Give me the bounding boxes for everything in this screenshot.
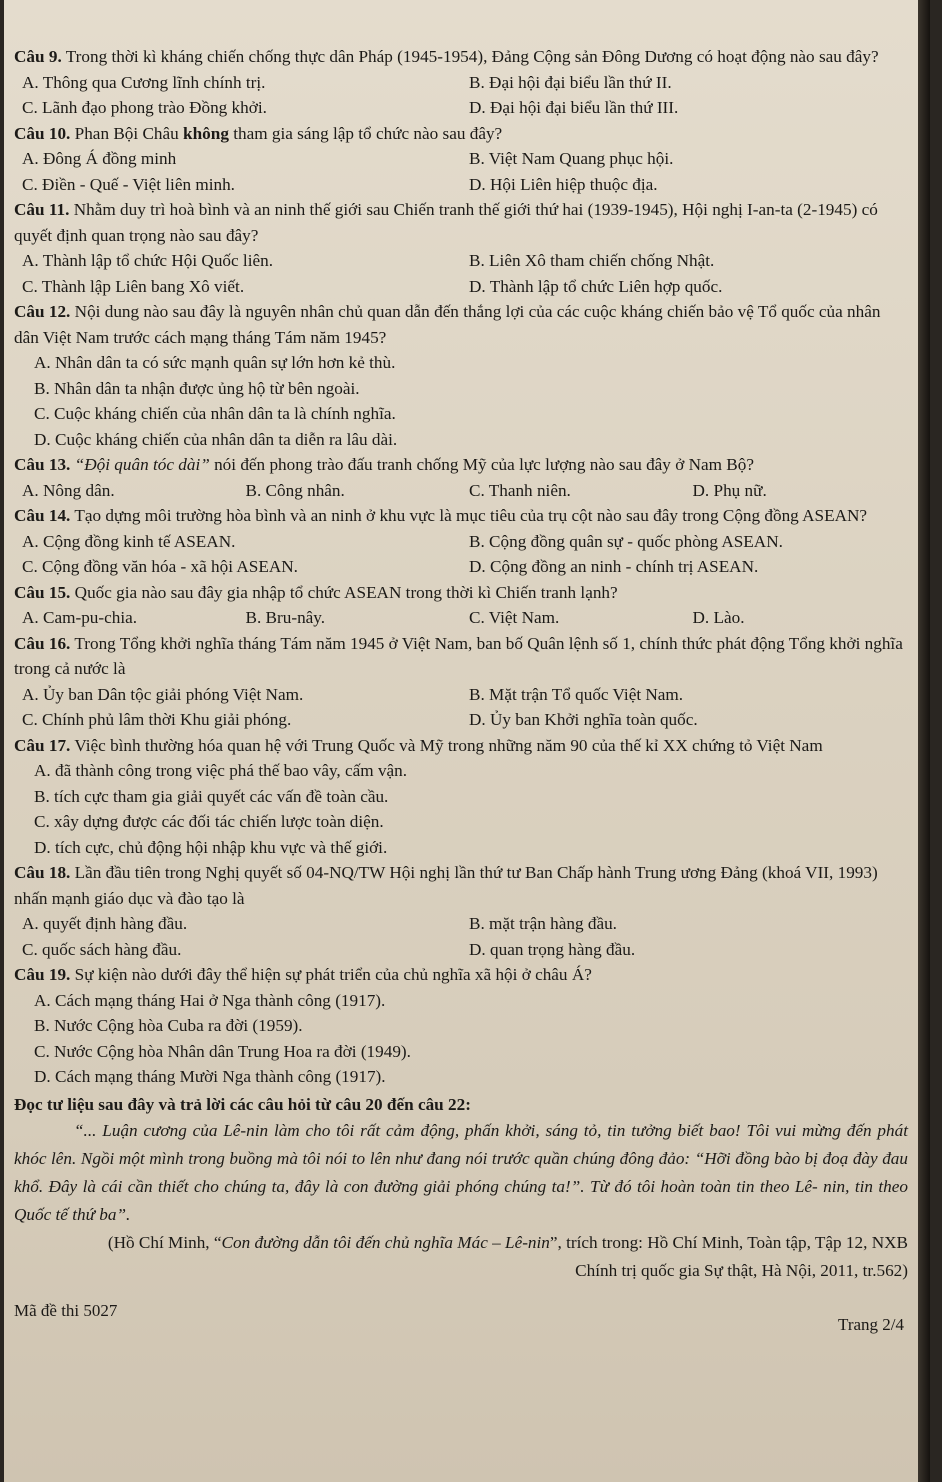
question-text: Câu 16. Trong Tổng khởi nghĩa tháng Tám năm 1945 ở Việt Nam, ban bố Quân lệnh số 1, chính thức phát động Tổng khởi nghĩa trong cả nước là	[14, 633, 903, 678]
option-a: A. đã thành công trong việc phá thế bao vây, cấm vận.	[34, 761, 408, 780]
question-14	[14, 503, 908, 580]
option-d: D. Cộng đồng an ninh - chính trị ASEAN.	[469, 557, 759, 576]
question-11	[14, 197, 908, 299]
option-d: D. Phụ nữ.	[692, 480, 767, 500]
question-15	[14, 580, 908, 631]
option-c: C. Nước Cộng hòa Nhân dân Trung Hoa ra đời (1949).	[34, 1041, 411, 1061]
question-text: Câu 18. Lần đầu tiên trong Nghị quyết số 04-NQ/TW Hội nghị lần thứ tư Ban Chấp hành Trung ương Đảng (khoá VII, 1993) nhấn mạnh giáo dục và đào tạo là	[14, 863, 878, 908]
question-text: Câu 13. “Đội quân tóc dài” nói đến phong trào đấu tranh chống Mỹ của lực lượng nào sau đây ở Nam Bộ?	[14, 455, 754, 474]
option-b: B. Mặt trận Tổ quốc Việt Nam.	[469, 684, 684, 704]
option-c: C. Thành lập Liên bang Xô viết.	[22, 276, 245, 296]
exam-code: Mã đề thi 5027	[14, 1300, 118, 1320]
exam-page	[4, 0, 930, 1482]
option-b: B. Nhân dân ta nhận được ủng hộ từ bên ngoài.	[34, 378, 360, 398]
option-c: C. Lãnh đạo phong trào Đồng khởi.	[22, 98, 267, 117]
option-d: D. Cách mạng tháng Mười Nga thành công (1917).	[34, 1067, 386, 1086]
question-text: Câu 12. Nội dung nào sau đây là nguyên nhân chủ quan dẫn đến thắng lợi của các cuộc kháng chiến bảo vệ Tổ quốc của nhân dân Việt Nam trước cách mạng tháng Tám năm 1945?	[14, 302, 881, 347]
passage-quote: “... Luận cương của Lê-nin làm cho tôi rất cảm động, phấn khởi, sáng tỏ, tin tưởng biết bao! Tôi vui mừng đến phát khóc lên. Ngồi một mình trong buồng mà tôi nói to lên như đang nói trước quần chúng đông đảo: “Hỡi đồng bào bị đoạ đày đau khổ. Đây là cái cần thiết cho chúng ta, đây là con đường giải phóng chúng ta!”. Từ đó tôi hoàn toàn tin theo Lê- nin, tin theo Quốc tế thứ ba”.	[14, 1120, 908, 1224]
option-c: C. Cộng đồng văn hóa - xã hội ASEAN.	[22, 557, 298, 576]
option-d: D. quan trọng hàng đầu.	[469, 939, 636, 959]
question-text: Câu 15. Quốc gia nào sau đây gia nhập tổ chức ASEAN trong thời kì Chiến tranh lạnh?	[14, 582, 618, 602]
paper-edge-shadow	[918, 0, 930, 1482]
option-b: B. Liên Xô tham chiến chống Nhật.	[469, 251, 715, 270]
question-text: Câu 11. Nhằm duy trì hoà bình và an ninh thế giới sau Chiến tranh thế giới thứ hai (1939-1945), Hội nghị I-an-ta (2-1945) có quyết định quan trọng nào sau đây?	[14, 200, 878, 245]
question-16	[14, 631, 908, 733]
option-c: C. Cuộc kháng chiến của nhân dân ta là chính nghĩa.	[34, 404, 396, 423]
passage-citation: (Hồ Chí Minh, “Con đường dẫn tôi đến chủ nghĩa Mác – Lê-nin”, trích trong: Hồ Chí Minh, Toàn tập, Tập 12, NXB Chính trị quốc gia Sự thật, Hà Nội, 2011, tr.562)	[107, 1232, 908, 1280]
page-footer	[14, 1301, 908, 1335]
option-a: A. Cộng đồng kinh tế ASEAN.	[22, 531, 236, 551]
option-d: D. Thành lập tổ chức Liên hợp quốc.	[469, 276, 723, 296]
question-text: Câu 19. Sự kiện nào dưới đây thể hiện sự phát triển của chủ nghĩa xã hội ở châu Á?	[14, 965, 592, 984]
option-b: B. Nước Cộng hòa Cuba ra đời (1959).	[34, 1016, 303, 1035]
question-text: Câu 10. Phan Bội Châu không tham gia sáng lập tổ chức nào sau đây?	[14, 123, 503, 143]
option-a: A. Cam-pu-chia.	[22, 608, 138, 627]
question-12	[14, 299, 908, 452]
option-b: B. Cộng đồng quân sự - quốc phòng ASEAN.	[469, 531, 783, 551]
question-19	[14, 962, 908, 1090]
option-d: D. tích cực, chủ động hội nhập khu vực và thế giới.	[34, 837, 388, 857]
option-d: D. Ủy ban Khởi nghĩa toàn quốc.	[469, 710, 698, 729]
passage-title: Đọc tư liệu sau đây và trả lời các câu hỏi từ câu 20 đến câu 22:	[14, 1094, 471, 1114]
option-d: D. Đại hội đại biểu lần thứ III.	[469, 98, 679, 117]
question-text: Câu 17. Việc bình thường hóa quan hệ với Trung Quốc và Mỹ trong những năm 90 của thế kỉ XX chứng tỏ Việt Nam	[14, 735, 823, 755]
question-text: Câu 9. Trong thời kì kháng chiến chống thực dân Pháp (1945-1954), Đảng Cộng sản Đông Dương có hoạt động nào sau đây?	[14, 47, 879, 66]
option-d: D. Hội Liên hiệp thuộc địa.	[469, 174, 658, 194]
option-c: C. quốc sách hàng đầu.	[22, 939, 182, 959]
option-b: B. Công nhân.	[245, 480, 345, 500]
question-9	[14, 44, 908, 121]
option-a: A. Nông dân.	[22, 480, 115, 500]
option-a: A. Nhân dân ta có sức mạnh quân sự lớn hơn kẻ thù.	[34, 353, 396, 372]
question-10	[14, 121, 908, 198]
option-a: A. Ủy ban Dân tộc giải phóng Việt Nam.	[22, 684, 304, 704]
option-c: C. Điền - Quế - Việt liên minh.	[22, 174, 235, 194]
option-a: A. Thành lập tổ chức Hội Quốc liên.	[22, 251, 273, 270]
option-b: B. Việt Nam Quang phục hội.	[469, 149, 674, 168]
option-a: A. Đông Á đồng minh	[22, 149, 177, 168]
option-a: A. Thông qua Cương lĩnh chính trị.	[22, 72, 266, 92]
option-d: D. Lào.	[692, 608, 745, 627]
question-18	[14, 860, 908, 962]
option-c: C. Chính phủ lâm thời Khu giải phóng.	[22, 710, 292, 729]
question-13	[14, 452, 908, 503]
option-c: C. Việt Nam.	[469, 608, 560, 627]
option-a: A. quyết định hàng đầu.	[22, 914, 188, 933]
option-a: A. Cách mạng tháng Hai ở Nga thành công (1917).	[34, 990, 386, 1010]
option-b: B. tích cực tham gia giải quyết các vấn đề toàn cầu.	[34, 786, 389, 806]
option-c: C. xây dựng được các đối tác chiến lược toàn diện.	[34, 812, 384, 831]
option-b: B. mặt trận hàng đầu.	[469, 914, 617, 933]
question-text: Câu 14. Tạo dựng môi trường hòa bình và an ninh ở khu vực là mục tiêu của trụ cột nào sau đây trong Cộng đồng ASEAN?	[14, 506, 868, 525]
page-number: Trang 2/4	[838, 1314, 904, 1334]
question-17	[14, 733, 908, 861]
option-b: B. Đại hội đại biểu lần thứ II.	[469, 72, 672, 92]
option-c: C. Thanh niên.	[469, 480, 571, 500]
option-d: D. Cuộc kháng chiến của nhân dân ta diễn ra lâu dài.	[34, 429, 398, 449]
reading-passage	[14, 1092, 908, 1285]
option-b: B. Bru-nây.	[245, 608, 326, 627]
